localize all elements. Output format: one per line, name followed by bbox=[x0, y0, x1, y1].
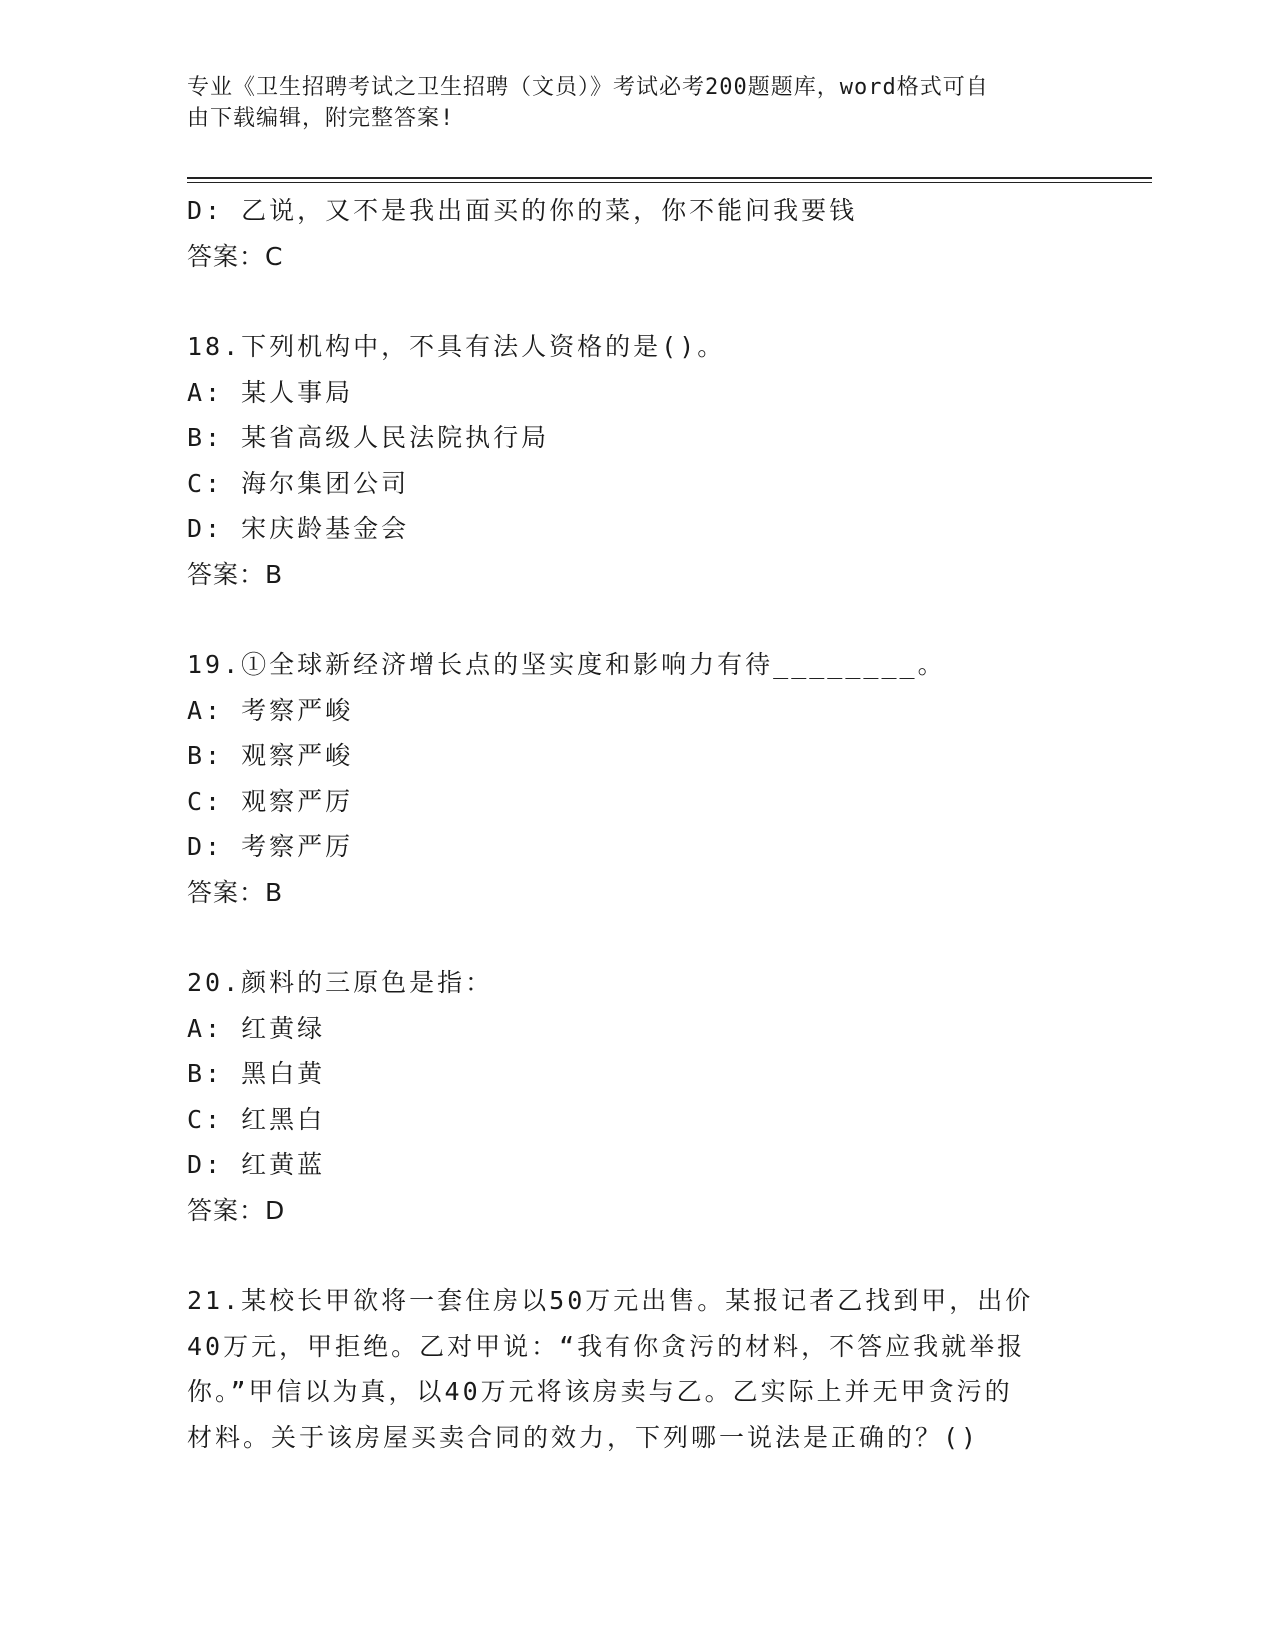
spacer bbox=[187, 597, 1087, 642]
answer-line: 答案：C bbox=[187, 241, 284, 271]
question-19 bbox=[187, 642, 1087, 915]
option-b: B: 观察严峻 bbox=[187, 741, 354, 770]
question-stem: 18.下列机构中，不具有法人资格的是()。 bbox=[187, 332, 726, 361]
option-d: D: 考察严厉 bbox=[187, 832, 354, 861]
header-divider-thick bbox=[187, 177, 1152, 179]
option-d: D: 红黄蓝 bbox=[187, 1150, 326, 1179]
spacer bbox=[187, 1233, 1087, 1278]
option-b: B: 某省高级人民法院执行局 bbox=[187, 423, 550, 452]
header-line-2: 由下载编辑，附完整答案! bbox=[187, 106, 455, 131]
option-a: A: 红黄绿 bbox=[187, 1013, 326, 1043]
question-stem-line-4: 材料。关于该房屋买卖合同的效力，下列哪一说法是正确的？() bbox=[187, 1422, 980, 1452]
question-20 bbox=[187, 960, 1087, 1233]
spacer bbox=[187, 915, 1087, 960]
spacer bbox=[187, 279, 1087, 324]
answer-line: 答案：B bbox=[187, 559, 284, 589]
option-c: C: 红黑白 bbox=[187, 1104, 326, 1134]
question-stem-line-2: 40万元，甲拒绝。乙对甲说：“我有你贪污的材料，不答应我就举报 bbox=[187, 1331, 1026, 1361]
question-21 bbox=[187, 1278, 1087, 1460]
option-d: D: 宋庆龄基金会 bbox=[187, 514, 410, 543]
document-body bbox=[187, 188, 1087, 1460]
header-line-1: 专业《卫生招聘考试之卫生招聘（文员）》考试必考200题题库，word格式可自 bbox=[187, 75, 989, 100]
question-stem-line-1: 21.某校长甲欲将一套住房以50万元出售。某报记者乙找到甲，出价 bbox=[187, 1286, 1034, 1315]
question-18 bbox=[187, 324, 1087, 597]
question-stem-line-3: 你。”甲信以为真，以40万元将该房卖与乙。乙实际上并无甲贪污的 bbox=[187, 1377, 1013, 1406]
answer-line: 答案：B bbox=[187, 877, 284, 907]
option-c: C: 海尔集团公司 bbox=[187, 468, 410, 498]
option-b: B: 黑白黄 bbox=[187, 1059, 326, 1088]
option-a: A: 某人事局 bbox=[187, 377, 354, 407]
question-17-tail bbox=[187, 188, 1087, 279]
header-divider-thin bbox=[187, 182, 1152, 183]
question-stem: 20.颜料的三原色是指： bbox=[187, 968, 494, 997]
option-c: C: 观察严厉 bbox=[187, 786, 354, 816]
option-a: A: 考察严峻 bbox=[187, 695, 354, 725]
answer-line: 答案：D bbox=[187, 1195, 286, 1225]
option-d: D: 乙说，又不是我出面买的你的菜，你不能问我要钱 bbox=[187, 196, 858, 225]
question-stem: 19.①全球新经济增长点的坚实度和影响力有待________。 bbox=[187, 650, 946, 679]
document-header bbox=[187, 72, 1067, 134]
